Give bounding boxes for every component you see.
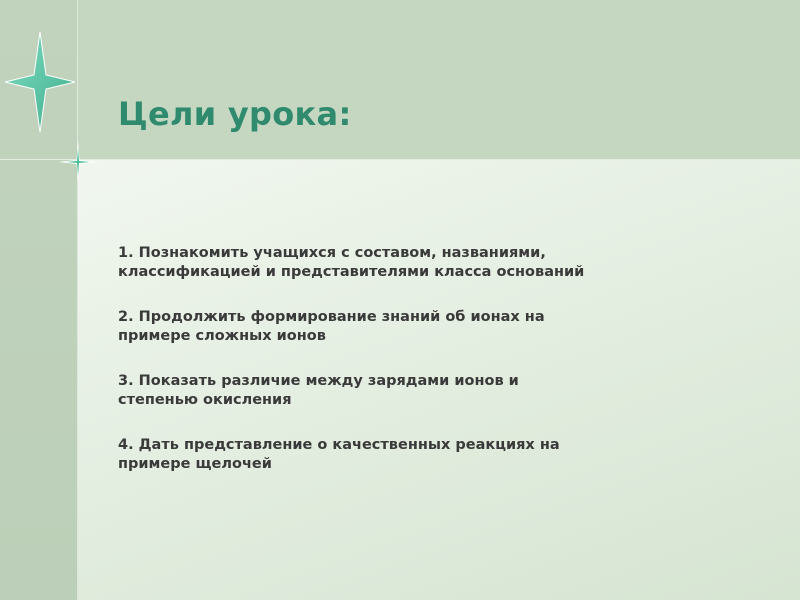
vertical-divider: [77, 0, 78, 600]
goal-item-2: [118, 308, 758, 346]
slide-title: Цели урока:: [118, 95, 352, 133]
goal-item-3: [118, 372, 758, 410]
goal-3-line-1: 3. Показать различие между зарядами ионов и: [118, 373, 519, 389]
goal-4-line-1: 4. Дать представление о качественных реакциях на: [118, 437, 560, 453]
goals-list: [118, 244, 758, 500]
sparkle-icon: [58, 140, 98, 184]
goal-3-line-2: степенью окисления: [118, 392, 292, 408]
goal-1-line-2: классификацией и представителями класса оснований: [118, 264, 585, 280]
horizontal-divider: [0, 159, 800, 160]
goal-item-4: [118, 436, 758, 474]
goal-1-line-1: 1. Познакомить учащихся с составом, названиями,: [118, 245, 546, 261]
goal-2-line-1: 2. Продолжить формирование знаний об ионах на: [118, 309, 545, 325]
goal-item-1: [118, 244, 758, 282]
header-band: [78, 0, 800, 160]
four-point-star-icon: [3, 30, 77, 134]
goal-4-line-2: примере щелочей: [118, 456, 272, 472]
goal-2-line-2: примере сложных ионов: [118, 328, 326, 344]
